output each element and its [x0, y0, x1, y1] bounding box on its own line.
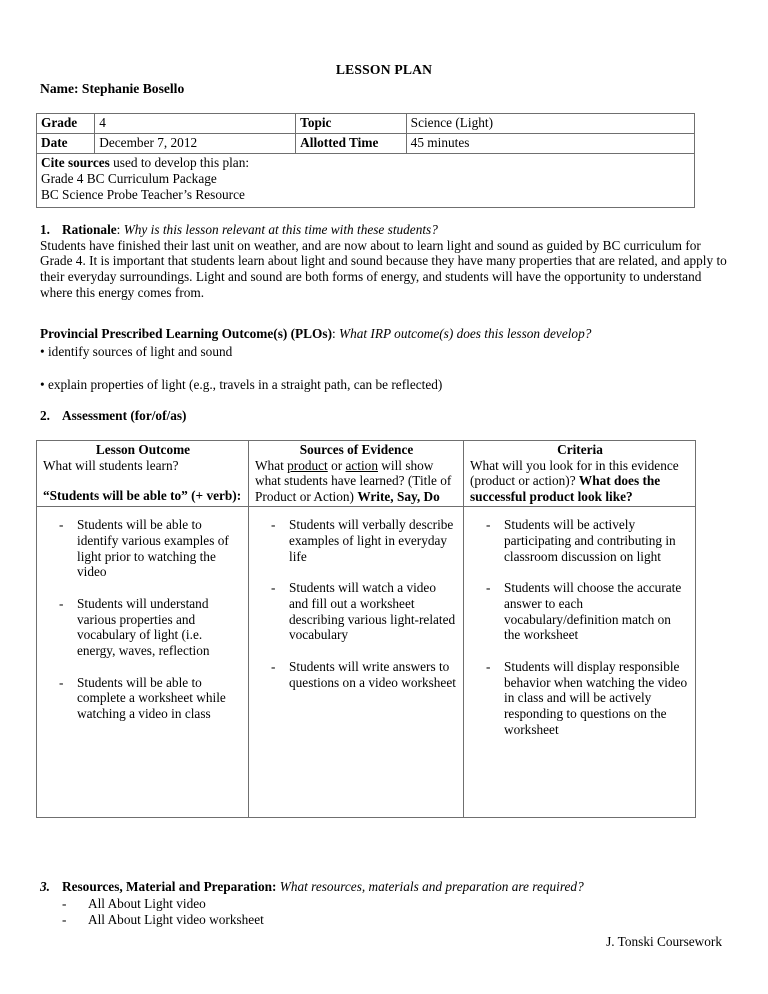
plo-heading: Provincial Prescribed Learning Outcome(s) (PLOs) — [40, 326, 332, 341]
plo-prompt: What IRP outcome(s) does this lesson develop? — [339, 326, 592, 341]
plo-item — [40, 377, 730, 393]
lesson-outcome-header-cell — [37, 441, 249, 507]
plo-item-text: identify sources of light and sound — [47, 343, 233, 359]
bullet-icon: • — [40, 377, 45, 393]
grade-label: Grade — [37, 114, 95, 134]
table-header-row — [37, 441, 696, 507]
list-item — [43, 675, 243, 722]
lesson-outcome-bold-line: “Students will be able to” (+ verb): — [43, 488, 242, 504]
resources-section — [40, 879, 740, 928]
topic-label: Topic — [296, 114, 407, 134]
criteria-q-bold: What does the successful product look like? — [470, 473, 661, 504]
list-item-text: Students will choose the accurate answer to each vocabulary/definition match on the worksheet — [504, 580, 682, 643]
lesson-outcome-question: What will students learn? — [43, 457, 179, 473]
list-item — [255, 580, 458, 643]
table-row — [37, 134, 695, 154]
plo-item-text: explain properties of light (e.g., travels in a straight path, can be reflected) — [47, 377, 443, 393]
table-row — [37, 154, 695, 208]
bullet-icon: • — [40, 343, 45, 359]
rationale-body: Students have finished their last unit on weather, and are now about to learn light and sound as guided by BC curriculum for Grade 4. It is important that students learn about light and sound because they have many properties that are related, and apply to their everyday surroundings. Light and sound are both forms of energy, and students will have the opportunity to understand where this energy comes from. — [40, 237, 727, 300]
table-row — [37, 114, 695, 134]
dash-marker: - — [62, 911, 67, 927]
cite-sources-label: Cite sources — [41, 155, 110, 170]
q-underline-action: action — [345, 457, 378, 473]
date-value: December 7, 2012 — [95, 134, 296, 154]
name-label: Name: — [40, 81, 79, 96]
dash-marker: - — [486, 580, 491, 596]
plo-heading-line — [40, 326, 730, 342]
table-row — [37, 507, 696, 818]
q-suffix: will show what students have learned? (Title of Product or Action) — [255, 457, 452, 504]
resources-heading-line — [40, 879, 740, 895]
rationale-colon: : — [116, 222, 121, 237]
criteria-q-plain: What will you look for in this evidence (product or action)? — [470, 457, 679, 489]
name-value: Stephanie Bosello — [81, 81, 185, 96]
sources-of-evidence-list — [255, 517, 458, 690]
list-item-text: Students will understand various properties and vocabulary of light (i.e. energy, waves, reflection — [77, 595, 210, 658]
list-item-text: All About Light video worksheet — [88, 911, 264, 927]
allotted-time-label: Allotted Time — [296, 134, 407, 154]
q-mid: or — [327, 457, 346, 473]
sources-of-evidence-title: Sources of Evidence — [299, 442, 414, 457]
allotted-time-value: 45 minutes — [406, 134, 694, 154]
dash-marker: - — [486, 517, 491, 533]
lesson-outcome-body-cell — [37, 507, 249, 818]
list-item — [255, 517, 458, 564]
q-prefix: What — [255, 457, 288, 473]
cite-sources-line — [41, 155, 690, 171]
cite-sources-rest: used to develop this plan: — [109, 155, 250, 170]
dash-marker: - — [486, 659, 491, 674]
resources-number: 3. — [40, 879, 50, 894]
lesson-outcome-list — [43, 517, 243, 722]
criteria-body-cell — [464, 507, 696, 818]
resources-heading: Resources, Material and Preparation: — [62, 879, 277, 894]
plo-item — [40, 344, 730, 360]
criteria-title: Criteria — [557, 442, 603, 457]
assessment-heading: Assessment (for/of/as) — [62, 408, 187, 423]
list-item-text: Students will display responsible behavior when watching the video in class and will be actively responding to questions on the worksheet — [504, 659, 688, 737]
rationale-prompt: Why is this lesson relevant at this time with these students? — [123, 222, 438, 237]
list-item — [43, 517, 243, 580]
list-item-text: Students will be able to complete a worksheet while watching a video in class — [77, 674, 226, 722]
spacer — [43, 473, 243, 488]
criteria-header-cell — [464, 441, 696, 507]
criteria-list — [470, 517, 690, 737]
lesson-outcome-title: Lesson Outcome — [95, 442, 191, 457]
list-item — [43, 596, 243, 659]
sources-of-evidence-question — [255, 458, 458, 505]
plo-section — [40, 326, 730, 393]
assessment-table — [36, 440, 696, 818]
list-item — [40, 896, 740, 912]
list-item — [255, 659, 458, 690]
list-item-text: Students will watch a video and fill out a worksheet describing various light-related vocabulary — [289, 580, 456, 643]
cite-sources-cell — [37, 154, 695, 208]
list-item — [470, 659, 690, 737]
page-title: LESSON PLAN — [335, 62, 433, 77]
list-item — [470, 580, 690, 643]
plo-colon: : — [332, 326, 336, 341]
assessment-number: 2. — [40, 408, 50, 423]
dash-marker: - — [271, 517, 276, 533]
list-item-text: Students will be actively participating and contributing in classroom discussion on light — [504, 517, 676, 564]
assessment-heading-line — [40, 408, 728, 424]
dash-marker: - — [271, 659, 276, 674]
list-item — [470, 517, 690, 564]
list-item-text: Students will verbally describe examples of light in everyday life — [289, 517, 454, 564]
date-label: Date — [37, 134, 95, 154]
dash-marker: - — [271, 580, 276, 596]
q-bold-write-say-do: Write, Say, Do — [357, 488, 440, 504]
dash-marker: - — [59, 517, 64, 533]
teacher-name-line — [40, 81, 184, 97]
sources-of-evidence-header-cell — [249, 441, 464, 507]
q-underline-product: product — [287, 457, 328, 473]
criteria-question — [470, 458, 690, 505]
lesson-info-table — [36, 113, 695, 208]
sources-of-evidence-body-cell — [249, 507, 464, 818]
rationale-number: 1. — [40, 222, 50, 237]
dash-marker: - — [59, 674, 64, 690]
rationale-heading: Rationale — [62, 222, 117, 237]
list-item-text: All About Light video — [88, 895, 206, 911]
rationale-section — [40, 222, 730, 300]
list-item-text: Students will write answers to questions on a video worksheet — [289, 659, 456, 690]
resources-prompt: What resources, materials and preparation are required? — [279, 879, 584, 894]
list-item — [40, 912, 740, 928]
grade-value: 4 — [95, 114, 296, 134]
source-item: BC Science Probe Teacher’s Resource — [41, 187, 245, 203]
dash-marker: - — [62, 895, 67, 911]
list-item-text: Students will be able to identify various examples of light prior to watching the video — [77, 517, 229, 580]
topic-value: Science (Light) — [406, 114, 694, 134]
dash-marker: - — [59, 595, 64, 611]
footer-attribution: J. Tonski Coursework — [606, 934, 722, 949]
rationale-heading-line — [40, 222, 730, 238]
resources-list — [40, 896, 740, 928]
source-item: Grade 4 BC Curriculum Package — [41, 171, 217, 187]
